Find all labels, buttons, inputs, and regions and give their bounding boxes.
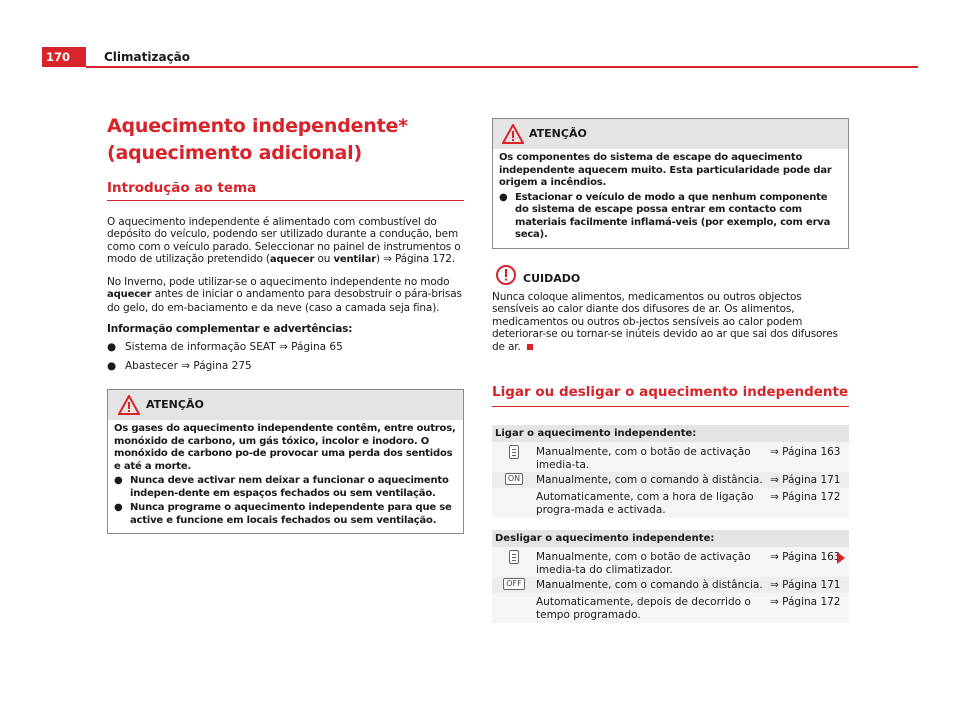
bullet-icon: ● xyxy=(107,360,117,373)
caution-exclamation-icon xyxy=(496,265,516,289)
bullet-icon: ● xyxy=(107,341,117,354)
warning-text: Os gases do aquecimento independente contêm, entre outros, monóxido de carbono, um gás tóxico, incolor e inodoro. O monóxido de carbono po-de provocar uma perda dos sentidos e até a morte. xyxy=(114,423,456,472)
row-description: Manualmente, com o botão de activação imedia-ta. xyxy=(536,446,751,471)
intro-paragraph xyxy=(107,216,464,266)
intro-page-link[interactable]: ) ⇒ Página 172. xyxy=(376,252,456,265)
activation-button-icon xyxy=(492,550,536,564)
page-title: Aquecimento independente* (aquecimento adicional) xyxy=(107,115,408,164)
switch-icon xyxy=(509,445,519,459)
winter-text-2: antes de iniciar o andamento para desobstruir o pára-brisas do gelo, do em-baciamento e da neve (caso a camada seja fina). xyxy=(107,288,462,314)
list-item-text: Abastecer ⇒ Página 275 xyxy=(125,360,252,373)
caution-text: Nunca coloque alimentos, medicamentos ou outros objectos sensíveis ao calor diante dos difusores de ar. Os alimentos, medicamentos ou outros ob-jectos sensíveis ao calor podem deteriorar-se ou tornar-se inúteis devido ao ar que sai dos difusores de ar. xyxy=(492,290,838,353)
warning-bullet xyxy=(114,475,457,500)
warning-header xyxy=(493,119,848,149)
table-row xyxy=(492,442,849,472)
table-heading: Desligar o aquecimento independente: xyxy=(492,530,849,547)
caution-body xyxy=(492,291,849,354)
intro-text-2: ou xyxy=(314,252,334,265)
warning-body xyxy=(108,420,463,533)
switch-icon xyxy=(509,550,519,564)
row-page-link[interactable]: ⇒ Página 163 xyxy=(770,551,841,563)
remote-off-icon xyxy=(492,578,536,590)
warning-title: ATENÇÃO xyxy=(529,127,587,140)
section-title-switch: Ligar ou desligar o aquecimento independente xyxy=(492,384,849,407)
bullet-icon: ● xyxy=(114,502,123,514)
intro-text-1: O aquecimento independente é alimentado com combustível do depósito do veículo, podendo ser utilizado durante a condução, bem como com o veículo parado. Seleccionar no painel de instrumentos o modo de utilização pretendido ( xyxy=(107,216,461,265)
header-rule xyxy=(86,66,918,68)
caution-header xyxy=(492,265,849,289)
warning-bullet xyxy=(114,502,457,527)
row-description: Manualmente, com o comando à distância. xyxy=(536,579,763,591)
on-key-icon: ON xyxy=(505,473,523,485)
activation-button-icon xyxy=(492,445,536,459)
winter-paragraph xyxy=(107,276,464,314)
warning-title: ATENÇÃO xyxy=(146,398,204,412)
row-page-link[interactable]: ⇒ Página 172 xyxy=(770,596,841,608)
table-switch-on xyxy=(492,425,849,518)
list-item[interactable] xyxy=(107,360,464,373)
table-row xyxy=(492,593,849,623)
section-title-intro: Introdução ao tema xyxy=(107,180,464,201)
row-description: Manualmente, com o botão de activação imedia-ta do climatizador. xyxy=(536,551,751,576)
row-page-link[interactable]: ⇒ Página 172 xyxy=(770,491,841,503)
table-row xyxy=(492,577,849,593)
end-of-section-icon xyxy=(527,344,533,350)
warning-header xyxy=(108,390,463,420)
caution-title: CUIDADO xyxy=(523,271,581,285)
table-switch-off xyxy=(492,530,849,623)
right-column xyxy=(492,118,849,623)
row-description: Automaticamente, depois de decorrido o tempo programado. xyxy=(536,596,751,621)
bullet-icon: ● xyxy=(114,475,123,487)
warning-bullet-text: Nunca deve activar nem deixar a funcionar o aquecimento indepen-dente em espaços fechados ou sem ventilação. xyxy=(130,475,449,499)
winter-text-1: No Inverno, pode utilizar-se o aquecimento independente no modo xyxy=(107,276,450,289)
row-description: Manualmente, com o comando à distância. xyxy=(536,474,763,486)
row-page-link[interactable]: ⇒ Página 171 xyxy=(770,579,841,591)
left-column xyxy=(107,113,464,534)
mode-heat: aquecer xyxy=(269,253,315,265)
warning-box xyxy=(107,389,464,534)
warning-body xyxy=(493,149,848,248)
chapter-title: Climatização xyxy=(104,50,191,64)
row-description: Automaticamente, com a hora de ligação progra-mada e activada. xyxy=(536,491,754,516)
continue-arrow-icon xyxy=(837,552,845,564)
row-page-link[interactable]: ⇒ Página 163 xyxy=(770,446,841,458)
warning-text: Os componentes do sistema de escape do aquecimento independente aquecem muito. Esta particularidade pode dar origem a incêndios. xyxy=(499,152,832,188)
warning-triangle-icon xyxy=(118,395,140,419)
list-item[interactable] xyxy=(107,341,464,354)
warning-bullet xyxy=(499,192,842,242)
warning-box-exhaust xyxy=(492,118,849,249)
warning-bullet-text: Estacionar o veículo de modo a que nenhum componente do sistema de escape possa entrar em contacto com materiais facilmente inflamá-veis (por exemplo, com erva seca). xyxy=(515,191,831,240)
mode-ventilate: ventilar xyxy=(333,253,376,265)
warning-bullet-text: Nunca programe o aquecimento independente para que se active e funcione em locais fechados ou sem ventilação. xyxy=(130,502,452,526)
bullet-icon: ● xyxy=(499,191,508,203)
row-page-link[interactable]: ⇒ Página 171 xyxy=(770,474,841,486)
off-key-icon: OFF xyxy=(503,578,525,590)
page-number: 170 xyxy=(42,47,86,67)
warning-triangle-icon xyxy=(502,124,524,148)
list-item-text: Sistema de informação SEAT ⇒ Página 65 xyxy=(125,341,343,354)
table-heading: Ligar o aquecimento independente: xyxy=(492,425,849,442)
remote-on-icon xyxy=(492,473,536,485)
table-row xyxy=(492,488,849,518)
info-heading: Informação complementar e advertências: xyxy=(107,323,353,336)
table-row xyxy=(492,547,849,577)
winter-mode-heat: aquecer xyxy=(107,289,152,301)
table-row xyxy=(492,472,849,488)
